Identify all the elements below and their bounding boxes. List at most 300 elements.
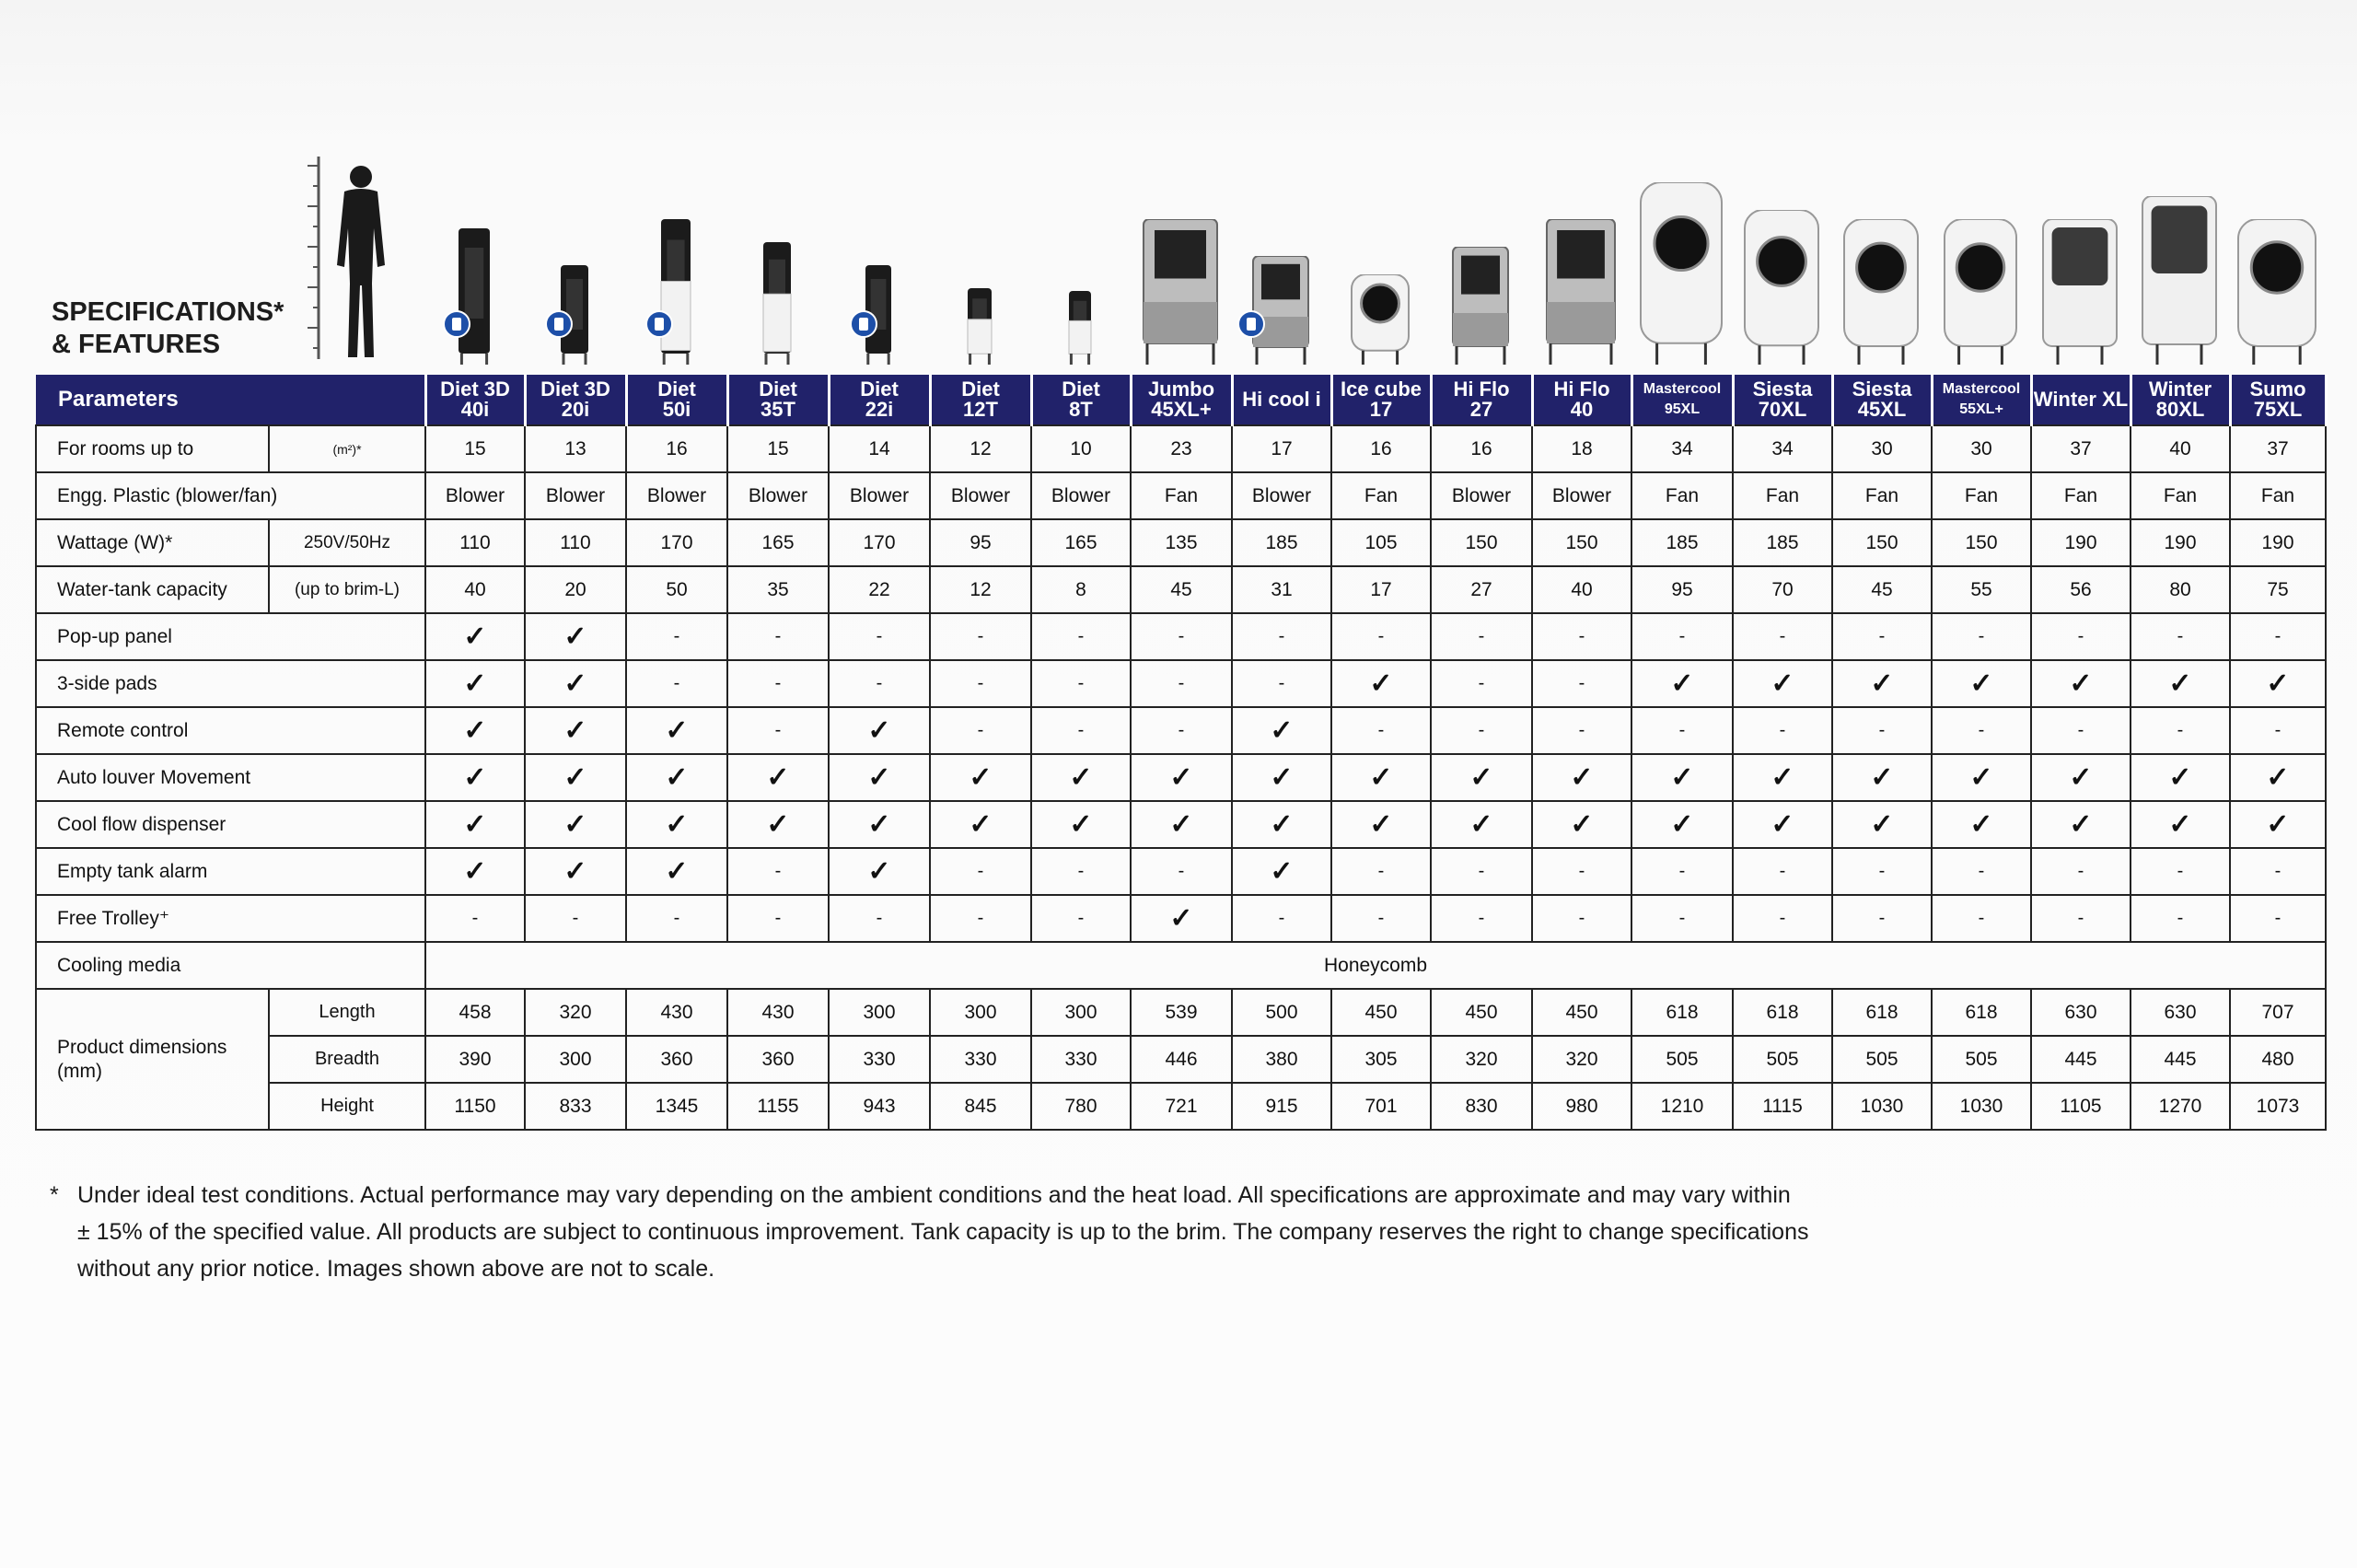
model-name: Hi Flo (1553, 377, 1610, 401)
table-cell: ✓ (2230, 754, 2326, 801)
table-cell: 721 (1131, 1083, 1232, 1130)
table-row-coolflow (36, 801, 2326, 848)
table-cell: ✓ (829, 707, 930, 754)
table-cell: 16 (1331, 425, 1431, 472)
table-cell: ✓ (1733, 660, 1832, 707)
table-cell: 75 (2230, 566, 2326, 613)
table-cell: - (2031, 613, 2131, 660)
table-cell: 480 (2230, 1036, 2326, 1083)
table-cell: 17 (1331, 566, 1431, 613)
table-cell: - (1031, 707, 1131, 754)
table-cell: ✓ (2131, 801, 2230, 848)
model-variant: 12T (963, 398, 998, 421)
table-cell: - (1832, 895, 1932, 942)
table-cell: ✓ (1832, 801, 1932, 848)
model-name: Winter XL (2033, 388, 2129, 411)
specification-table (35, 375, 2328, 1131)
table-cell: - (1031, 848, 1131, 895)
table-cell: 190 (2031, 519, 2131, 566)
table-cell: 707 (2230, 989, 2326, 1036)
table-cell: Blower (1431, 472, 1532, 519)
table-cell: 95 (1631, 566, 1733, 613)
table-cell: - (1331, 613, 1431, 660)
desert-cooler-icon (1342, 274, 1418, 366)
table-cell: 35 (727, 566, 829, 613)
table-cell: 37 (2230, 425, 2326, 472)
footnote-line-2: ± 15% of the specified value. All products are subject to continuous improvement. Tank capacity is up to the brim. The company reserves the right to change specifications (77, 1219, 1809, 1245)
table-cell: Fan (1131, 472, 1232, 519)
table-cell: 445 (2031, 1036, 2131, 1083)
table-row-tank (36, 566, 2326, 613)
row-label: Water-tank capacity (36, 566, 269, 613)
tower-cooler-icon (652, 219, 700, 366)
model-variant: 70XL (1758, 398, 1807, 421)
table-cell: 170 (626, 519, 727, 566)
table-row-popup (36, 613, 2326, 660)
table-cell: 185 (1232, 519, 1331, 566)
table-cell: 430 (727, 989, 829, 1036)
table-cell: 70 (1733, 566, 1832, 613)
table-cell: 50 (626, 566, 727, 613)
table-cell: - (626, 660, 727, 707)
table-cell: ✓ (1932, 801, 2031, 848)
model-name: Diet (1062, 377, 1100, 401)
table-cell: ✓ (2230, 660, 2326, 707)
desert-cooler-icon (1444, 247, 1517, 366)
table-cell: ✓ (1733, 754, 1832, 801)
table-cell: 31 (1232, 566, 1331, 613)
table-cell: ✓ (1031, 801, 1131, 848)
table-cell: 13 (525, 425, 626, 472)
table-cell: - (1131, 848, 1232, 895)
table-cell: Blower (1031, 472, 1131, 519)
table-cell: - (626, 895, 727, 942)
table-cell: - (1733, 848, 1832, 895)
table-cell: 45 (1832, 566, 1932, 613)
desert-cooler-icon (1134, 219, 1226, 366)
table-cell: - (930, 613, 1031, 660)
table-cell: - (1532, 895, 1631, 942)
table-row-length (36, 989, 2326, 1036)
table-cell: 830 (1431, 1083, 1532, 1130)
table-cell: 300 (930, 989, 1031, 1036)
tower-cooler-icon (1060, 291, 1100, 366)
table-cell: ✓ (425, 707, 525, 754)
table-cell: 40 (2131, 425, 2230, 472)
table-cell: 150 (1431, 519, 1532, 566)
table-cell: Blower (727, 472, 829, 519)
row-label: Remote control (36, 707, 425, 754)
model-header (1031, 375, 1131, 425)
table-cell: ✓ (626, 754, 727, 801)
desert-cooler-icon (1631, 182, 1731, 366)
model-name: Diet (759, 377, 797, 401)
table-cell: 1105 (2031, 1083, 2131, 1130)
table-cell: - (1832, 707, 1932, 754)
table-row-height (36, 1083, 2326, 1130)
desert-cooler-icon (2229, 219, 2325, 366)
table-cell: ✓ (829, 848, 930, 895)
table-cell: ✓ (1832, 754, 1932, 801)
table-cell: ✓ (829, 754, 930, 801)
model-name: Siesta (1852, 377, 1912, 401)
table-cell: ✓ (1733, 801, 1832, 848)
model-header (1733, 375, 1832, 425)
table-row-remote (36, 707, 2326, 754)
table-cell: - (1431, 895, 1532, 942)
table-cell: - (1631, 613, 1733, 660)
table-cell: - (727, 895, 829, 942)
table-cell: ✓ (1532, 754, 1631, 801)
table-cell: 10 (1031, 425, 1131, 472)
desert-cooler-icon (2034, 219, 2126, 366)
table-cell: - (1131, 613, 1232, 660)
table-cell: 34 (1733, 425, 1832, 472)
table-cell: 1030 (1832, 1083, 1932, 1130)
ipure-badge-icon (442, 309, 471, 339)
desert-cooler-icon (1835, 219, 1927, 366)
table-cell: - (1932, 895, 2031, 942)
table-cell: - (1733, 613, 1832, 660)
table-cell: 505 (1832, 1036, 1932, 1083)
model-header (1232, 375, 1331, 425)
table-cell: - (1631, 895, 1733, 942)
model-variant: 55XL+ (1959, 401, 2003, 417)
table-cell: ✓ (1431, 754, 1532, 801)
table-cell: - (2230, 848, 2326, 895)
row-label: Free Trolley⁺ (36, 895, 425, 942)
table-cell: ✓ (2031, 801, 2131, 848)
table-cell: 450 (1331, 989, 1431, 1036)
ruler-scale-icon (306, 157, 324, 359)
table-cell: Fan (1631, 472, 1733, 519)
footnote-line-1: Under ideal test conditions. Actual performance may vary depending on the ambient conditions and the heat load. All specifications are approximate and may vary within (77, 1182, 1791, 1208)
person-silhouette-icon (328, 164, 394, 361)
table-cell: 20 (525, 566, 626, 613)
table-header-row (36, 375, 2326, 425)
table-cell: - (727, 707, 829, 754)
desert-cooler-icon (2133, 196, 2225, 366)
table-cell: 330 (930, 1036, 1031, 1083)
table-cell: - (1232, 613, 1331, 660)
table-cell: Blower (930, 472, 1031, 519)
table-cell: - (1131, 707, 1232, 754)
table-cell: 1155 (727, 1083, 829, 1130)
table-cell: - (2031, 848, 2131, 895)
table-cell: 390 (425, 1036, 525, 1083)
table-cell: 305 (1331, 1036, 1431, 1083)
table-cell: - (1431, 660, 1532, 707)
table-cell: - (930, 848, 1031, 895)
table-cell: Blower (626, 472, 727, 519)
table-cell: 320 (1431, 1036, 1532, 1083)
table-cell: 618 (1733, 989, 1832, 1036)
row-label: Pop-up panel (36, 613, 425, 660)
tower-cooler-icon (449, 228, 499, 366)
row-label: Cooling media (36, 942, 425, 989)
table-cell: 150 (1532, 519, 1631, 566)
table-cell: ✓ (626, 848, 727, 895)
table-cell: 150 (1932, 519, 2031, 566)
model-name: Diet 3D (440, 377, 510, 401)
model-name: Jumbo (1147, 377, 1215, 401)
table-cell: ✓ (1331, 660, 1431, 707)
model-variant: 27 (1469, 398, 1493, 421)
table-cell: - (1733, 707, 1832, 754)
table-cell: - (2031, 707, 2131, 754)
table-cell: - (930, 660, 1031, 707)
table-cell: Blower (829, 472, 930, 519)
model-name: Ice cube (1340, 377, 1422, 401)
table-cell: 618 (1832, 989, 1932, 1036)
table-cell: Fan (2031, 472, 2131, 519)
ipure-badge-icon (1237, 309, 1266, 339)
table-cell: 430 (626, 989, 727, 1036)
table-cell: ✓ (727, 754, 829, 801)
model-header (2031, 375, 2131, 425)
table-cell: - (930, 707, 1031, 754)
table-cell: - (2131, 895, 2230, 942)
table-cell: Blower (525, 472, 626, 519)
tower-cooler-icon (754, 242, 800, 366)
model-variant: 45XL+ (1151, 398, 1212, 421)
model-header (930, 375, 1031, 425)
table-cell: 458 (425, 989, 525, 1036)
table-cell: 1115 (1733, 1083, 1832, 1130)
footnote-line-3: without any prior notice. Images shown above are not to scale. (77, 1256, 715, 1282)
table-cell: 320 (1532, 1036, 1631, 1083)
table-cell: 1030 (1932, 1083, 2031, 1130)
model-header (829, 375, 930, 425)
table-cell: - (1232, 660, 1331, 707)
table-cell: ✓ (1631, 754, 1733, 801)
table-cell: ✓ (525, 613, 626, 660)
table-cell: 37 (2031, 425, 2131, 472)
table-cell: - (1031, 895, 1131, 942)
table-cell: 135 (1131, 519, 1232, 566)
table-cell: - (1532, 848, 1631, 895)
row-unit: (m²)* (269, 425, 425, 472)
table-cell: - (1832, 848, 1932, 895)
table-cell: 30 (1832, 425, 1932, 472)
table-cell: - (727, 848, 829, 895)
model-name: Diet (657, 377, 696, 401)
table-cell: 110 (525, 519, 626, 566)
table-cell: - (1631, 848, 1733, 895)
model-header (1932, 375, 2031, 425)
row-label: Auto louver Movement (36, 754, 425, 801)
table-cell: - (1331, 707, 1431, 754)
table-cell: 833 (525, 1083, 626, 1130)
model-header (1331, 375, 1431, 425)
model-variant: 35T (761, 398, 795, 421)
table-cell: 1210 (1631, 1083, 1733, 1130)
ipure-badge-icon (544, 309, 574, 339)
table-cell: - (2230, 707, 2326, 754)
table-cell: - (425, 895, 525, 942)
table-row-plastic (36, 472, 2326, 519)
table-cell: 22 (829, 566, 930, 613)
model-name: Diet 3D (540, 377, 610, 401)
table-cell: ✓ (1131, 895, 1232, 942)
table-cell: ✓ (525, 848, 626, 895)
table-cell: - (1532, 707, 1631, 754)
table-cell: 30 (1932, 425, 2031, 472)
table-cell: 56 (2031, 566, 2131, 613)
table-cell: ✓ (930, 801, 1031, 848)
table-cell: 539 (1131, 989, 1232, 1036)
table-cell: ✓ (1031, 754, 1131, 801)
table-cell: - (829, 660, 930, 707)
model-name: Hi Flo (1453, 377, 1510, 401)
title-line-2: & FEATURES (52, 330, 221, 359)
table-cell: - (1232, 895, 1331, 942)
table-cell: 95 (930, 519, 1031, 566)
model-variant: 8T (1069, 398, 1093, 421)
table-cell: ✓ (2230, 801, 2326, 848)
table-cell: ✓ (1431, 801, 1532, 848)
table-cell: ✓ (525, 754, 626, 801)
table-cell: ✓ (1631, 801, 1733, 848)
table-cell: - (829, 613, 930, 660)
model-variant: 95XL (1664, 401, 1701, 417)
model-variant: 17 (1369, 398, 1393, 421)
table-cell: - (1932, 848, 2031, 895)
ipure-badge-icon (644, 309, 674, 339)
model-header (1532, 375, 1631, 425)
table-cell: - (1031, 660, 1131, 707)
table-cell: 780 (1031, 1083, 1131, 1130)
model-header (1431, 375, 1532, 425)
table-cell: ✓ (425, 660, 525, 707)
table-cell: 34 (1631, 425, 1733, 472)
table-cell: 330 (829, 1036, 930, 1083)
table-cell: 915 (1232, 1083, 1331, 1130)
table-cell: 190 (2230, 519, 2326, 566)
table-cell: 185 (1733, 519, 1832, 566)
table-cell: - (930, 895, 1031, 942)
table-cell: 12 (930, 425, 1031, 472)
table-cell: ✓ (1532, 801, 1631, 848)
row-label: 3-side pads (36, 660, 425, 707)
table-cell: 185 (1631, 519, 1733, 566)
table-cell: 12 (930, 566, 1031, 613)
model-name: Diet (961, 377, 1000, 401)
table-cell: 630 (2031, 989, 2131, 1036)
table-cell: 320 (525, 989, 626, 1036)
table-cell: ✓ (1232, 754, 1331, 801)
table-cell: 300 (1031, 989, 1131, 1036)
table-cell: 450 (1431, 989, 1532, 1036)
table-cell: ✓ (829, 801, 930, 848)
title-line-1: SPECIFICATIONS* (52, 297, 284, 327)
model-header (425, 375, 525, 425)
table-cell: ✓ (2131, 660, 2230, 707)
table-row-louver (36, 754, 2326, 801)
table-cell: 165 (1031, 519, 1131, 566)
desert-cooler-icon (1538, 219, 1624, 366)
table-cell: 15 (727, 425, 829, 472)
model-variant: 22i (865, 398, 894, 421)
table-cell: Fan (1733, 472, 1832, 519)
table-cell: 360 (727, 1036, 829, 1083)
table-cell: 23 (1131, 425, 1232, 472)
table-cell: ✓ (525, 801, 626, 848)
table-cell: - (1733, 895, 1832, 942)
table-cell: Fan (2131, 472, 2230, 519)
table-cell: 943 (829, 1083, 930, 1130)
row-unit: Breadth (269, 1036, 425, 1083)
table-cell: - (2131, 707, 2230, 754)
table-row-trolley (36, 895, 2326, 942)
table-cell: 500 (1232, 989, 1331, 1036)
table-cell: Blower (1532, 472, 1631, 519)
row-unit: 250V/50Hz (269, 519, 425, 566)
model-name: Mastercool (1643, 381, 1722, 397)
table-cell: - (1431, 613, 1532, 660)
model-variant: 40i (460, 398, 490, 421)
table-cell: - (829, 895, 930, 942)
table-cell: Blower (1232, 472, 1331, 519)
table-cell: 1073 (2230, 1083, 2326, 1130)
table-cell: 150 (1832, 519, 1932, 566)
model-variant: 45XL (1857, 398, 1907, 421)
cooling-media-value: Honeycomb (425, 942, 2326, 989)
table-cell: 618 (1932, 989, 2031, 1036)
table-cell: 1345 (626, 1083, 727, 1130)
page-title (52, 296, 328, 361)
footnote-star: * (50, 1182, 59, 1208)
table-cell: 14 (829, 425, 930, 472)
table-cell: 40 (1532, 566, 1631, 613)
table-cell: ✓ (1832, 660, 1932, 707)
table-cell: - (1331, 848, 1431, 895)
table-cell: ✓ (1131, 801, 1232, 848)
table-cell: ✓ (1331, 754, 1431, 801)
model-name: Mastercool (1942, 381, 2021, 397)
model-variant: 20i (561, 398, 590, 421)
ipure-badge-icon (849, 309, 878, 339)
row-unit: (up to brim-L) (269, 566, 425, 613)
table-cell: ✓ (425, 613, 525, 660)
table-cell: ✓ (1932, 660, 2031, 707)
table-cell: ✓ (425, 754, 525, 801)
table-row-rooms (36, 425, 2326, 472)
table-cell: ✓ (1131, 754, 1232, 801)
table-cell: ✓ (1232, 707, 1331, 754)
table-cell: 45 (1131, 566, 1232, 613)
table-cell: 618 (1631, 989, 1733, 1036)
table-row-wattage (36, 519, 2326, 566)
table-cell: 630 (2131, 989, 2230, 1036)
table-cell: 18 (1532, 425, 1631, 472)
table-cell: ✓ (1232, 801, 1331, 848)
tower-cooler-icon (958, 288, 1001, 366)
table-cell: - (1532, 660, 1631, 707)
table-cell: 80 (2131, 566, 2230, 613)
table-cell: ✓ (1631, 660, 1733, 707)
table-cell: Blower (425, 472, 525, 519)
table-cell: 16 (1431, 425, 1532, 472)
model-variant: 40 (1570, 398, 1594, 421)
table-cell: 980 (1532, 1083, 1631, 1130)
table-cell: - (626, 613, 727, 660)
table-row-alarm (36, 848, 2326, 895)
table-cell: 8 (1031, 566, 1131, 613)
table-cell: - (1932, 613, 2031, 660)
table-cell: 110 (425, 519, 525, 566)
table-cell: 360 (626, 1036, 727, 1083)
